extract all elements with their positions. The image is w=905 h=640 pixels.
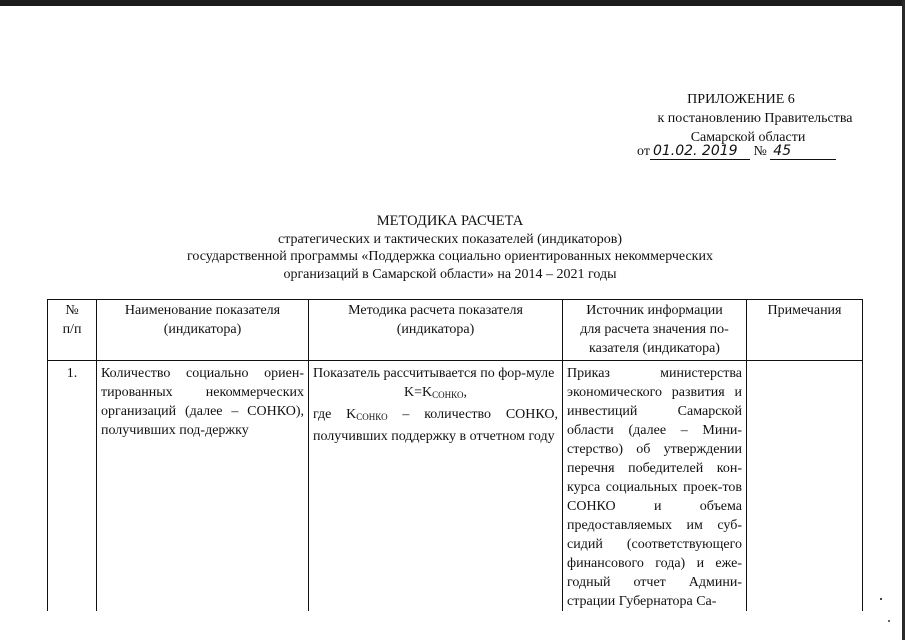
document-title: МЕТОДИКА РАСЧЕТА [376,213,524,229]
document-title-block [150,213,750,283]
method-intro: Показатель рассчитывается по фор-муле [313,366,555,381]
header-indicator-name: Наименование показателя (индикатора) [97,300,309,361]
header-num: № п/п [48,300,97,361]
cell-indicator-name: Количество социально ориен-тированных некоммерческих организаций (далее – СОНКО), получивших под-держку [97,361,309,612]
header-information-source: Источник информации для расчета значения по- казателя (индикатора) [563,300,747,361]
cell-calculation-method [309,361,563,612]
table-header-row [48,300,863,361]
header-calculation-method: Методика расчета показателя (индикатора) [309,300,563,361]
document-subtitle-3: организаций в Самарской области» на 2014 – 2021 годы [283,266,617,282]
appendix-block [560,90,890,147]
date-prefix: от [637,144,650,159]
document-subtitle-2: государственной программы «Поддержка социально ориентированных некоммерческих [187,249,713,264]
header-notes: Примечания [747,300,863,361]
appendix-line-region: Самарской области [690,130,806,145]
formula-explanation: где $K_{СОНКО}$ – количество СОНКО, получивших поддержку в отчетном году [313,407,558,444]
handwritten-date: 01.02. 2019 [650,143,750,160]
handwritten-number: 45 [770,143,836,160]
appendix-date-number-row [637,143,836,160]
cell-row-number: 1. [48,361,97,612]
scan-speck [888,620,890,622]
number-prefix: № [753,144,767,159]
appendix-line-resolution: к постановлению Правительства [657,111,853,126]
scan-top-edge [0,0,905,6]
indicators-table [47,299,863,611]
table-row [48,361,863,612]
document-subtitle-1: стратегических и тактических показателей (индикаторов) [278,231,622,247]
cell-information-source: Приказ министерства экономического развития и инвестиций Самарской области (далее – Мини-стерство) об утверждении перечня победителей кон-курса социальных проек-тов СОНКО и объема предоставляемых им суб-сидий (соответствующего финансового года) и еже-годный отчет Админи-страции Губернатора Са- [563,361,747,612]
appendix-title: ПРИЛОЖЕНИЕ 6 [687,92,795,107]
scan-speck [880,598,882,600]
formula: $K=K_{СОНКО}$, [404,385,467,400]
cell-notes [747,361,863,612]
